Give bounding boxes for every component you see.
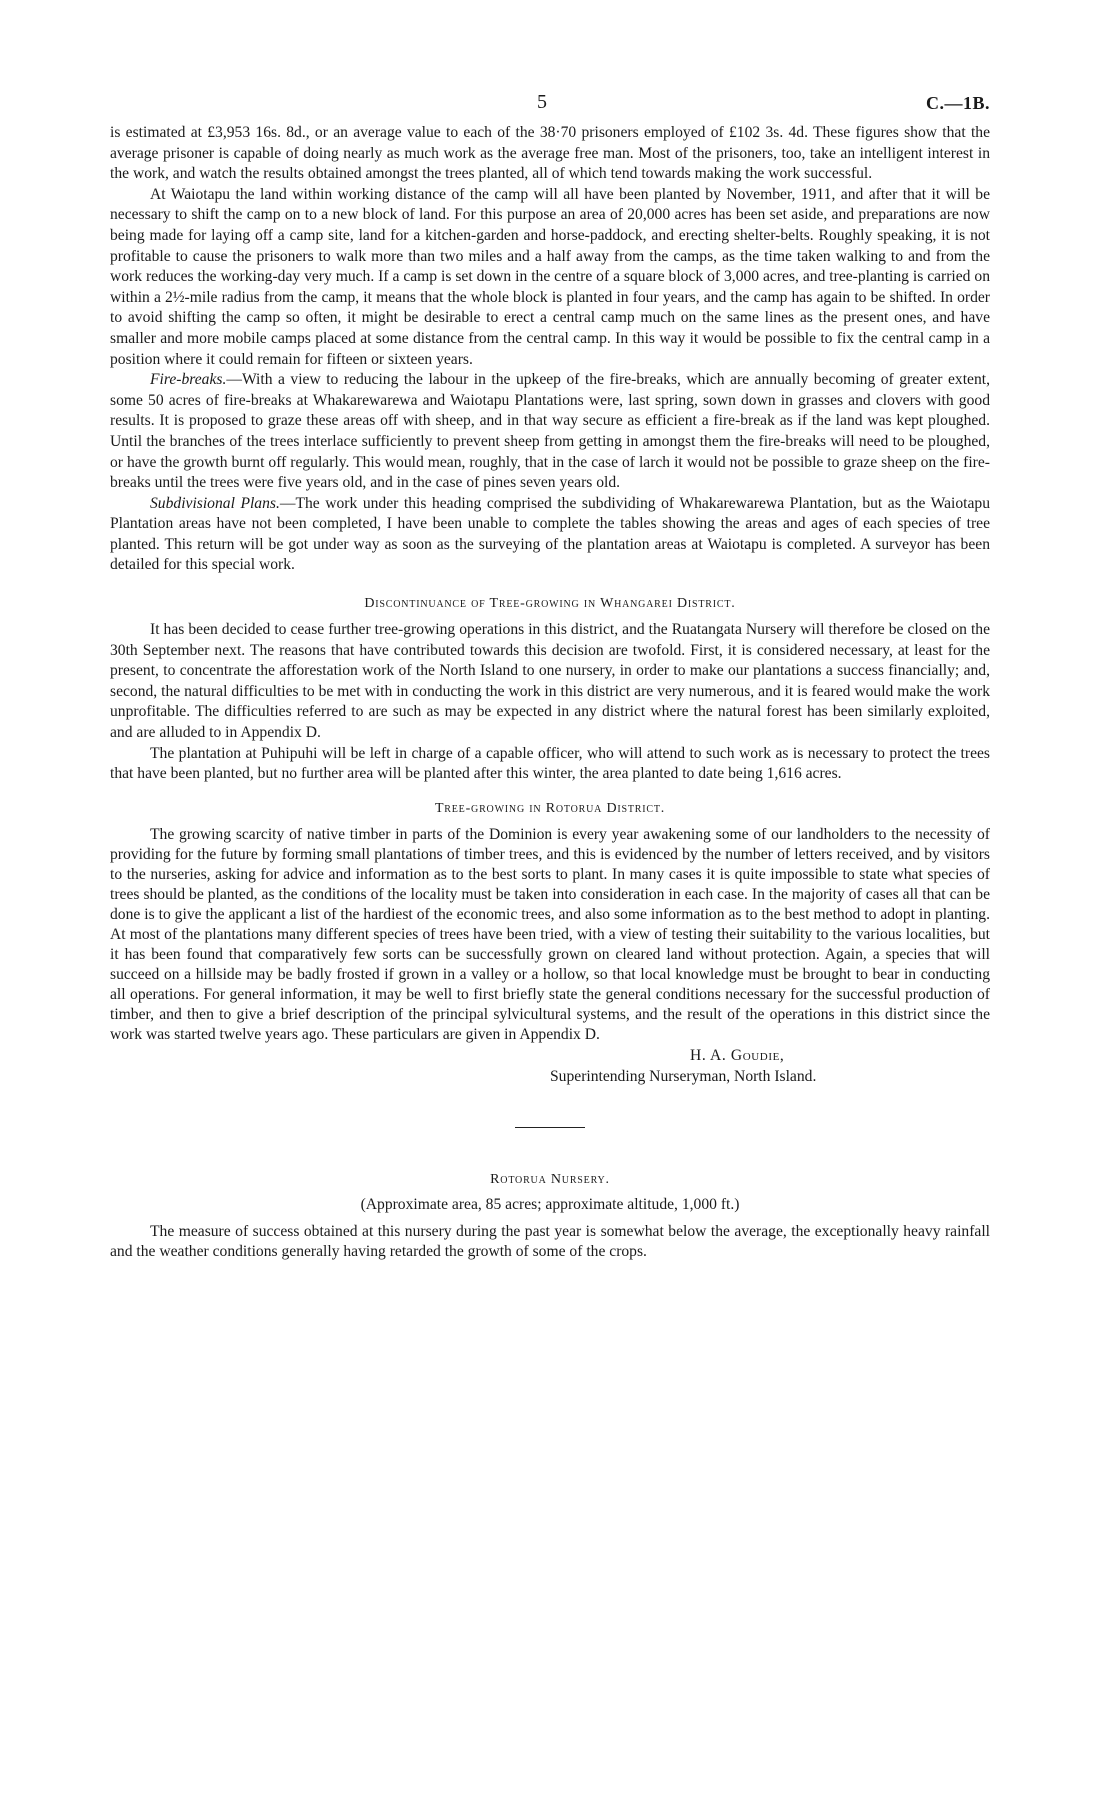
section-heading: Discontinuance of Tree-growing in Whangarei District. <box>364 596 736 612</box>
document-reference: C.—1B. <box>925 93 990 113</box>
paragraph-subdivisional-plans <box>110 494 990 576</box>
section-whangarei <box>110 620 990 785</box>
signature-name: H. A. Goudie, <box>690 1046 785 1064</box>
paragraph: It has been decided to cease further tree-growing operations in this district, and the Ruatangata Nursery will therefore be closed on the 30th September next. The reasons that have contributed towards this decision are twofold. First, it is considered necessary, at least for the present, to concentrate the afforestation work of the North Island to one nursery, in order to make our plantations a success financially; and, second, the natural difficulties to be met with in conducting the work in this district are very numerous, and it is feared would make the work unprofitable. The difficulties referred to are such as may be expected in any district where the natural forest has been similarly exploited, and are alluded to in Appendix D. <box>110 621 990 742</box>
paragraph-label: Subdivisional Plans. <box>150 494 280 512</box>
document-page <box>110 85 990 1263</box>
paragraph: The plantation at Puhipuhi will be left in charge of a capable officer, who will attend to such work as is necessary to protect the trees that have been planted, but no further area will be planted after this winter, the area planted to date being 1,616 acres. <box>110 744 990 783</box>
page-header <box>110 85 990 123</box>
section-divider <box>515 1127 585 1128</box>
section-subheading: (Approximate area, 85 acres; approximate altitude, 1,000 ft.) <box>360 1195 740 1213</box>
signature-title: Superintending Nurseryman, North Island. <box>550 1067 817 1085</box>
paragraph: The growing scarcity of native timber in parts of the Dominion is every year awakening some of our landholders to the necessity of providing for the future by forming small plantations of timber trees, and this is evidenced by the number of letters received, and by visitors to the nurseries, asking for advice and information as to the best sorts to plant. In many cases it is quite impossible to state what species of trees should be planted, as the conditions of the locality must be taken into consideration in each case. In the majority of cases all that can be done is to give the applicant a list of the hardiest of the economic trees, and also some information as to the best method to adopt in planting. At most of the plantations many different species of trees have been tried, with a view of testing their suitability to the various localities, but it has been found that comparatively few sorts can be successfully grown on cleared land without protection. Again, a species that will succeed on a hillside may be badly frosted if grown in a valley or a hollow, so that local knowledge must be brought to bear in conducting all operations. For general information, it may be well to first briefly state the general conditions necessary for the successful production of timber, and then to give a brief description of the principal sylvicultural systems, and the result of the operations in this district since the work was started twelve years ago. These particulars are given in Appendix D. <box>110 825 990 1043</box>
section-heading: Tree-growing in Rotorua District. <box>434 800 666 816</box>
signature-block <box>110 1045 990 1087</box>
page-number: 5 <box>537 91 547 113</box>
paragraph: The measure of success obtained at this nursery during the past year is somewhat below the average, the exceptionally heavy rainfall and the weather conditions generally having retarded the growth of some of the crops. <box>110 1222 990 1261</box>
paragraph-body: —With a view to reducing the labour in the upkeep of the fire-breaks, which are annually becoming of greater extent, some 50 acres of fire-breaks at Whakarewarewa and Waiotapu Plantations were, last spring, sown down in grasses and clovers with good results. It is proposed to graze these areas off with sheep, and in that way secure as efficient a fire-break as if the land was kept ploughed. Until the branches of the trees interlace sufficiently to prevent sheep from getting in amongst them the fire-breaks will need to be ploughed, or have the growth burnt off regularly. This would mean, roughly, that in the case of larch it would not be possible to graze sheep on the fire-breaks until the trees were five years old, and in the case of pines seven years old. <box>110 371 990 492</box>
paragraph: At Waiotapu the land within working distance of the camp will all have been planted by November, 1911, and after that it will be necessary to shift the camp on to a new block of land. For this purpose an area of 20,000 acres has been set aside, and preparations are now being made for laying off a camp site, land for a kitchen-garden and horse-paddock, and erecting shelter-belts. Roughly speaking, it is not profitable to cause the prisoners to walk more than two miles and a half away from the camps, as the time taken walking to and from the work reduces the working-day very much. If a camp is set down in the centre of a square block of 3,000 acres, and tree-planting is carried on within a 2½-mile radius from the camp, it means that the whole block is planted in four years, and the camp has again to be shifted. In order to avoid shifting the camp so often, it might be desirable to erect a central camp much on the same lines as the present ones, and have smaller and more mobile camps placed at some distance from the central camp. In this way it would be possible to fix the central camp in a position where it could remain for fifteen or sixteen years. <box>110 185 990 368</box>
paragraph-fire-breaks <box>110 370 990 494</box>
section-rotorua-nursery <box>110 1196 990 1263</box>
paragraph-body: —The work under this heading comprised the subdividing of Whakarewarewa Plantation, but as the Waiotapu Plantation areas have not been completed, I have been unable to complete the tables showing the areas and ages of each species of tree planted. This return will be got under way as soon as the surveying of the plantation areas at Waiotapu is completed. A surveyor has been detailed for this special work. <box>110 494 990 574</box>
section-waiotapu-camp <box>110 123 990 576</box>
paragraph: is estimated at £3,953 16s. 8d., or an average value to each of the 38·70 prisoners employed of £102 3s. 4d. These figures show that the average prisoner is capable of doing nearly as much work as the average free man. Most of the prisoners, too, take an intelligent interest in the work, and watch the results obtained amongst the trees planted, all of which tend towards making the work successful. <box>110 124 990 183</box>
section-rotorua-district <box>110 825 990 1087</box>
paragraph-label: Fire-breaks. <box>150 371 227 389</box>
section-heading: Rotorua Nursery. <box>490 1171 610 1187</box>
